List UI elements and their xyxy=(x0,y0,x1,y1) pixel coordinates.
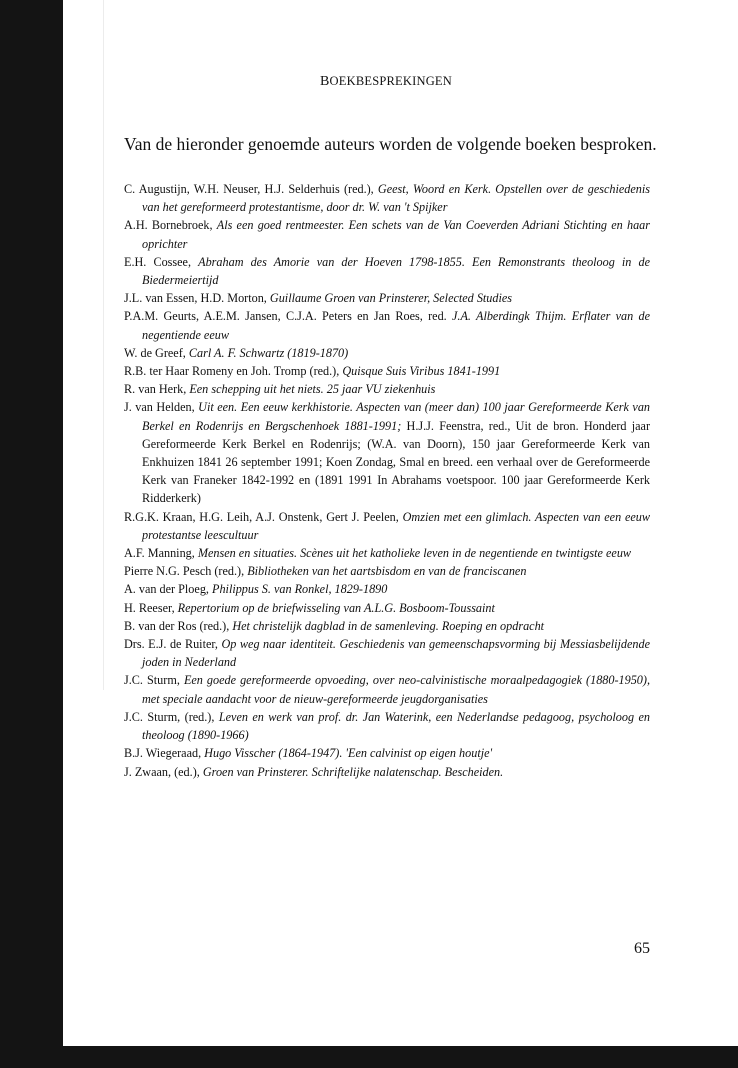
book-entry-geurts xyxy=(124,307,650,343)
entry-title: Het christelijk dagblad in de samenleving. Roeping en opdracht xyxy=(232,618,545,633)
entry-title: Hugo Visscher (1864-1947). 'Een calvinist op eigen houtje' xyxy=(204,746,493,761)
book-entry-de-greef xyxy=(124,344,650,362)
book-entry-kraan xyxy=(124,508,650,544)
entry-authors: A. van der Ploeg, xyxy=(124,582,209,597)
book-entry-bornebroek xyxy=(124,216,650,252)
book-entry-van-essen xyxy=(124,289,650,307)
entry-title: Uit een. Een eeuw kerkhistorie. Aspecten van (meer dan) 100 jaar Gereformeerde Kerk van Berkel en Rodenrijs en Bergschenhoek 1881-1991; xyxy=(142,400,651,433)
book-entry-sturm-1 xyxy=(124,671,650,707)
entry-authors: B. van der Ros (red.), xyxy=(124,618,230,633)
entry-authors: Drs. E.J. de Ruiter, xyxy=(124,637,218,652)
entry-authors: E.H. Cossee, xyxy=(124,254,192,269)
entry-title: Philippus S. van Ronkel, 1829-1890 xyxy=(212,582,388,597)
book-entry-ter-haar-romeny xyxy=(124,362,650,380)
entry-authors: A.F. Manning, xyxy=(124,546,195,561)
entry-title: Een schepping uit het niets. 25 jaar VU ziekenhuis xyxy=(189,382,436,397)
book-entry-manning xyxy=(124,544,650,562)
entry-authors: J.C. Sturm, (red.), xyxy=(124,709,215,724)
scan-guide-line xyxy=(103,0,104,690)
intro-sentence: Van de hieronder genoemde auteurs worden de volgende boeken besproken. xyxy=(124,134,657,154)
entry-authors: P.A.M. Geurts, A.E.M. Jansen, C.J.A. Peters en Jan Roes, red. xyxy=(124,309,447,324)
entry-authors: R. van Herk, xyxy=(124,382,187,397)
entry-authors: J.L. van Essen, H.D. Morton, xyxy=(124,291,267,306)
page-number: 65 xyxy=(634,940,650,957)
entry-title: Als een goed rentmeester. Een schets van de Van Coeverden Adriani Stichting en haar oprichter xyxy=(142,218,651,251)
entry-authors: Pierre N.G. Pesch (red.), xyxy=(124,564,245,579)
entry-title: Omzien met een glimlach. Aspecten van een eeuw protestantse leescultuur xyxy=(142,509,651,542)
entry-title: Repertorium op de briefwisseling van A.L.G. Bosboom-Toussaint xyxy=(177,600,495,615)
scan-border-left xyxy=(0,0,63,1068)
book-entry-cossee xyxy=(124,253,650,289)
entry-authors: R.G.K. Kraan, H.G. Leih, A.J. Onstenk, Gert J. Peelen, xyxy=(124,509,399,524)
entry-title: Carl A. F. Schwartz (1819-1870) xyxy=(188,345,349,360)
entry-authors: H. Reeser, xyxy=(124,600,175,615)
entry-title: Op weg naar identiteit. Geschiedenis van gemeenschapsvorming bij Messiasbelijdende joden in Nederland xyxy=(142,637,650,670)
book-entry-van-der-ploeg xyxy=(124,580,650,598)
book-entry-reeser xyxy=(124,599,650,617)
running-head-initial: B xyxy=(320,74,330,89)
entry-authors: C. Augustijn, W.H. Neuser, H.J. Selderhuis (red.), xyxy=(124,182,374,196)
entry-title: Mensen en situaties. Scènes uit het katholieke leven in de negentiende en twintigste eeuw xyxy=(197,546,632,561)
entry-title: J.A. Alberdingk Thijm. Erflater van de negentiende eeuw xyxy=(142,309,650,342)
entry-title: Abraham des Amorie van der Hoeven 1798-1855. Een Remonstrants theoloog in de Biedermeiertijd xyxy=(142,254,651,288)
entry-authors: J. van Helden, xyxy=(124,400,195,415)
book-entry-van-herk xyxy=(124,380,650,398)
entry-title: Quisque Suis Viribus 1841-1991 xyxy=(342,364,501,379)
entry-authors: B.J. Wiegeraad, xyxy=(124,746,202,761)
entry-title: Groen van Prinsterer. Schriftelijke nalatenschap. Bescheiden. xyxy=(202,764,504,779)
entry-authors: J.C. Sturm, xyxy=(124,673,180,688)
entry-authors: W. de Greef, xyxy=(124,345,186,360)
entry-authors: R.B. ter Haar Romeny en Joh. Tromp (red.), xyxy=(124,364,340,379)
book-entry-sturm-2 xyxy=(124,708,650,744)
running-head-rest: OEKBESPREKINGEN xyxy=(329,74,452,88)
book-entry-van-helden xyxy=(124,398,650,507)
entry-authors: J. Zwaan, (ed.), xyxy=(124,764,200,779)
entry-authors: A.H. Bornebroek, xyxy=(124,218,213,233)
entry-title: Een goede gereformeerde opvoeding, over neo-calvinistische moraalpedagogiek (1880-1950), met speciale aandacht voor de nieuw-gereformeerde jeugdorganisaties xyxy=(142,673,651,706)
entry-title: Leven en werk van prof. dr. Jan Waterink, een Nederlandse pedagoog, psycholoog en theoloog (1890-1966) xyxy=(142,709,650,743)
book-entry-de-ruiter xyxy=(124,635,650,671)
entry-title: Guillaume Groen van Prinsterer, Selected Studies xyxy=(269,291,513,306)
book-list xyxy=(124,180,650,781)
book-entry-wiegeraad xyxy=(124,744,650,762)
book-entry-van-der-ros xyxy=(124,617,650,635)
entry-title: Bibliotheken van het aartsbisdom en van de franciscanen xyxy=(247,564,527,579)
book-entry-augustijn xyxy=(124,180,650,216)
book-entry-pesch xyxy=(124,562,650,580)
running-head xyxy=(63,74,709,90)
entry-additional-titles: H.J.J. Feenstra, red., Uit de bron. Honderd jaar Gereformeerde Kerk Berkel en Rodenrijs; (W.A. van Doorn), 150 jaar Gereformeerde Kerk van Enkhuizen 1841 26 september 1991; Koen Zondag, Smal en breed. een verhaal over de Gereformeerde Kerk van Franeker 1842-1992 en (1891 1991 In Abrahams voetspoor. 100 jaar Gereformeerde Kerk Ridderkerk) xyxy=(142,418,651,506)
scan-border-bottom xyxy=(63,1046,738,1068)
book-entry-zwaan xyxy=(124,763,650,781)
entry-title: Geest, Woord en Kerk. Opstellen over de geschiedenis van het gereformeerd protestantisme, door dr. W. van 't Spijker xyxy=(142,182,650,215)
